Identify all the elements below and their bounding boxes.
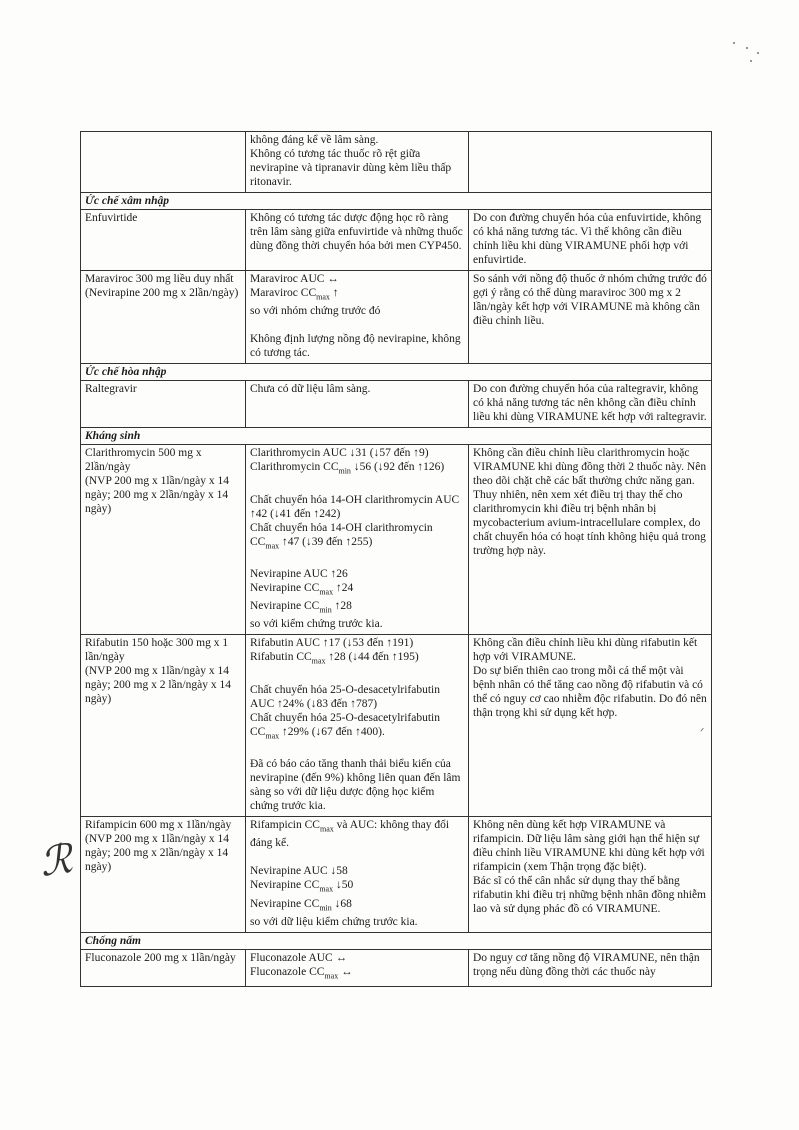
- cell-paragraph: so với dữ liệu kiểm chứng trước kia.: [250, 915, 418, 928]
- cell-paragraph: Fluconazole $CC_{max}$ ↔: [250, 965, 353, 981]
- cell-paragraph: Chất chuyển hóa 25-O-desacetylrifabutin $CC_{max}$ ↑29% (↓67 đến ↑400).: [250, 711, 441, 741]
- cell-paragraph: [250, 479, 464, 493]
- effect-cell: [246, 445, 469, 635]
- drug-cell: [81, 210, 246, 271]
- cell-paragraph: Chưa có dữ liệu lâm sàng.: [250, 383, 371, 396]
- subscript-max: max: [265, 540, 280, 550]
- cell-paragraph: (NVP 200 mg x 1lần/ngày x 14 ngày; 200 mg x 2lần/ngày x 14 ngày): [85, 833, 229, 874]
- subscript-max: max: [265, 731, 280, 741]
- category-row: [81, 364, 712, 381]
- cell-paragraph: [250, 318, 464, 332]
- table-row: [81, 271, 712, 364]
- cell-paragraph: Nevirapine AUC ↑26: [250, 567, 348, 580]
- cell-paragraph: Rifampicin $CC_{max}$ và AUC: không thay đổi đáng kể.: [250, 819, 450, 850]
- category-heading: Chống nấm: [81, 932, 712, 949]
- effect-cell: [246, 381, 469, 428]
- symbol-c: C: [311, 581, 320, 594]
- drug-cell: [81, 635, 246, 817]
- cell-paragraph: Nevirapine $CC_{min}$ ↓68: [250, 897, 352, 912]
- category-heading: Kháng sinh: [81, 428, 712, 445]
- cell-paragraph: Nevirapine $CC_{max}$ ↓50: [250, 879, 354, 894]
- drug-cell: [81, 381, 246, 428]
- recommendation-cell: [469, 381, 712, 428]
- effect-cell: [246, 132, 469, 193]
- cell-paragraph: [250, 669, 464, 683]
- cell-paragraph: Nevirapine $CC_{min}$ ↑28: [250, 600, 352, 615]
- cell-paragraph: Rifabutin AUC ↑17 (↓53 đến ↑191): [250, 637, 414, 650]
- cell-paragraph: [250, 850, 464, 864]
- effect-cell: [246, 817, 469, 933]
- cell-paragraph: Đã có báo cáo tăng thanh thải biểu kiến của nevirapine (đến 9%) không liên quan đến lâm sàng so với dữ liệu dược động học kiểm chứng trước kia.: [250, 758, 461, 813]
- subscript-max: max: [319, 587, 334, 597]
- scan-speck: [757, 52, 759, 54]
- cell-paragraph: Raltegravir: [85, 383, 137, 396]
- cell-paragraph: Do con đường chuyển hóa của enfuvirtide, không có khả năng tương tác. Vì thế không cần điều chỉnh liều khi dùng VIRAMUNE phối hợp với enfuvirtide.: [473, 212, 702, 266]
- symbol-c: C: [304, 651, 312, 664]
- cell-paragraph: Chất chuyển hóa 25-O-desacetylrifabutin AUC ↑24% (↓83 đến ↑787): [250, 683, 441, 710]
- category-row: [81, 428, 712, 445]
- table-row: [81, 635, 712, 817]
- cell-paragraph: so với nhóm chứng trước đó: [250, 305, 381, 318]
- cell-paragraph: Maraviroc 300 mg liều duy nhất: [85, 273, 234, 285]
- category-row: [81, 193, 712, 210]
- recommendation-cell: [469, 817, 712, 933]
- subscript-max: max: [319, 824, 334, 834]
- cell-paragraph: Clarithromycin 500 mg x 2lần/ngày: [85, 447, 202, 474]
- cell-paragraph: Do con đường chuyển hóa của raltegravir, không có khả năng tương tác nên không cần điều chỉnh liều khi dùng VIRAMUNE kết hợp với raltegravir.: [473, 383, 707, 424]
- table-row: [81, 817, 712, 933]
- symbol-c: C: [311, 897, 320, 910]
- symbol-c: C: [312, 819, 320, 832]
- recommendation-cell: [469, 949, 712, 986]
- drug-cell: [81, 132, 246, 193]
- subscript-max: max: [324, 971, 339, 981]
- cell-paragraph: Nevirapine $CC_{max}$ ↑24: [250, 581, 354, 597]
- symbol-c: C: [330, 461, 339, 474]
- subscript-max: max: [316, 292, 330, 302]
- recommendation-cell: [469, 445, 712, 635]
- recommendation-cell: [469, 635, 712, 817]
- drug-cell: [81, 949, 246, 986]
- subscript-max: max: [319, 884, 334, 894]
- subscript-min: min: [319, 902, 332, 912]
- symbol-c: C: [311, 600, 320, 613]
- subscript-min: min: [338, 466, 351, 476]
- subscript-max: max: [311, 656, 326, 666]
- cell-paragraph: Chất chuyển hóa 14-OH clarithromycin $CC_{max}$ ↑47 (↓39 đến ↑255): [250, 521, 433, 550]
- scan-speck: [746, 47, 748, 49]
- cell-paragraph: (NVP 200 mg x 1lần/ngày x 14 ngày; 200 mg x 2lần/ngày x 14 ngày): [85, 475, 229, 516]
- cell-paragraph: Maraviroc $CC_{max}$ ↑: [250, 287, 339, 302]
- cell-paragraph: Không cần điều chỉnh liều clarithromycin hoặc VIRAMUNE khi dùng đồng thời 2 thuốc này. Nên theo dõi chặt chẽ các bất thường chức năng gan. Thuy nhiên, nên xem xét điều trị thay thế cho clarithromycin khi điều trị bệnh nhân bị mycobacterium avium-intracellulare complex, do chất chuyển hóa có hoạt tính không hiệu quả trong trường hợp này.: [473, 447, 707, 558]
- table-row: [81, 132, 712, 193]
- cell-paragraph: Clarithromycin AUC ↓31 (↓57 đến ↑9): [250, 447, 429, 460]
- symbol-c: C: [308, 287, 317, 299]
- cell-paragraph: Không định lượng nồng độ nevirapine, không có tương tác.: [250, 333, 461, 360]
- cell-paragraph: Enfuvirtide: [85, 212, 138, 224]
- cell-paragraph: Nevirapine AUC ↓58: [250, 865, 348, 878]
- cell-paragraph: [250, 553, 464, 567]
- cell-paragraph: Fluconazole AUC ↔: [250, 951, 348, 964]
- recommendation-cell: [469, 210, 712, 271]
- cell-paragraph: Không có tương tác dược động học rõ ràng trên lâm sàng giữa enfuvirtide và những thuốc dùng đồng thời chuyển hóa bởi men CYP450.: [250, 212, 463, 252]
- cell-paragraph: Do nguy cơ tăng nồng độ VIRAMUNE, nên thận trọng nếu dùng đồng thời các thuốc này: [473, 951, 700, 978]
- table-row: [81, 949, 712, 986]
- table-row: [81, 210, 712, 271]
- table-row: [81, 445, 712, 635]
- table-row: [81, 381, 712, 428]
- effect-cell: [246, 635, 469, 817]
- cell-paragraph: (Nevirapine 200 mg x 2lần/ngày): [85, 287, 239, 299]
- effect-cell: [246, 949, 469, 986]
- cell-paragraph: Rifampicin 600 mg x 1lần/ngày: [85, 819, 232, 832]
- cell-paragraph: không đáng kể về lâm sàng.: [250, 134, 379, 146]
- recommendation-cell: [469, 271, 712, 364]
- cell-paragraph: Chất chuyển hóa 14-OH clarithromycin AUC ↑42 (↓41 đến ↑242): [250, 493, 460, 520]
- cell-paragraph: So sánh với nồng độ thuốc ở nhóm chứng trước đó gợi ý rằng có thể dùng maraviroc 300 mg x 2 lần/ngày kết hợp với VIRAMUNE mà không cần điều chỉnh liều.: [473, 273, 707, 327]
- drug-cell: [81, 445, 246, 635]
- cell-paragraph: Do sự biến thiên cao trong mỗi cá thể một vài bệnh nhân có thể tăng cao nồng độ rifabutin và có thể có nguy cơ cao nhiễm độc rifabutin. Do đó nên thận trọng khi sử dụng kết hợp.: [473, 665, 707, 720]
- symbol-c: C: [257, 725, 266, 738]
- cell-paragraph: Fluconazole 200 mg x 1lần/ngày: [85, 951, 236, 964]
- cell-paragraph: Bác sĩ có thể cân nhắc sử dụng thay thế bằng rifabutin khi điều trị những bệnh nhân đồng nhiễm lao và sử dụng phác đồ có VIRAMUNE.: [473, 875, 706, 916]
- cell-paragraph: Rifabutin 150 hoặc 300 mg x 1 lần/ngày: [85, 637, 229, 664]
- drug-cell: [81, 271, 246, 364]
- cell-paragraph: (NVP 200 mg x 1lần/ngày x 14 ngày; 200 mg x 2 lần/ngày x 14 ngày): [85, 665, 231, 706]
- drug-interaction-table: [80, 131, 712, 987]
- handwritten-initials-mark: ℛ: [36, 836, 75, 886]
- cell-paragraph: Không nên dùng kết hợp VIRAMUNE và rifampicin. Dữ liệu lâm sàng giới hạn thể hiện sự điều chỉnh liều VIRAMUNE khi dùng kết hợp với rifampicin (xem Thận trọng đặc biệt).: [473, 819, 705, 874]
- category-row: [81, 932, 712, 949]
- cell-paragraph: [250, 743, 464, 757]
- cell-paragraph: Không cần điều chỉnh liều khi dùng rifabutin kết hợp với VIRAMUNE.: [473, 637, 698, 664]
- recommendation-cell: [469, 132, 712, 193]
- symbol-c: C: [257, 535, 266, 548]
- cell-paragraph: Maraviroc AUC ↔: [250, 273, 339, 285]
- category-heading: Ức chế xâm nhập: [81, 193, 712, 210]
- cell-paragraph: so với kiểm chứng trước kia.: [250, 618, 383, 631]
- symbol-c: C: [316, 965, 325, 978]
- drug-cell: [81, 817, 246, 933]
- subscript-min: min: [319, 605, 332, 615]
- cell-paragraph: Không có tương tác thuốc rõ rệt giữa nevirapine và tipranavir dùng kèm liều thấp ritonavir.: [250, 148, 452, 188]
- scan-speck: [733, 42, 735, 44]
- cell-paragraph: Rifabutin $CC_{max}$ ↑28 (↓44 đến ↑195): [250, 651, 419, 666]
- effect-cell: [246, 271, 469, 364]
- symbol-c: C: [311, 879, 320, 892]
- pen-tick-mark: ᐟ: [700, 727, 705, 738]
- effect-cell: [246, 210, 469, 271]
- scan-speck: [750, 60, 752, 62]
- cell-paragraph: Clarithromycin $CC_{min}$ ↓56 (↓92 đến ↑126): [250, 461, 445, 476]
- category-heading: Ức chế hòa nhập: [81, 364, 712, 381]
